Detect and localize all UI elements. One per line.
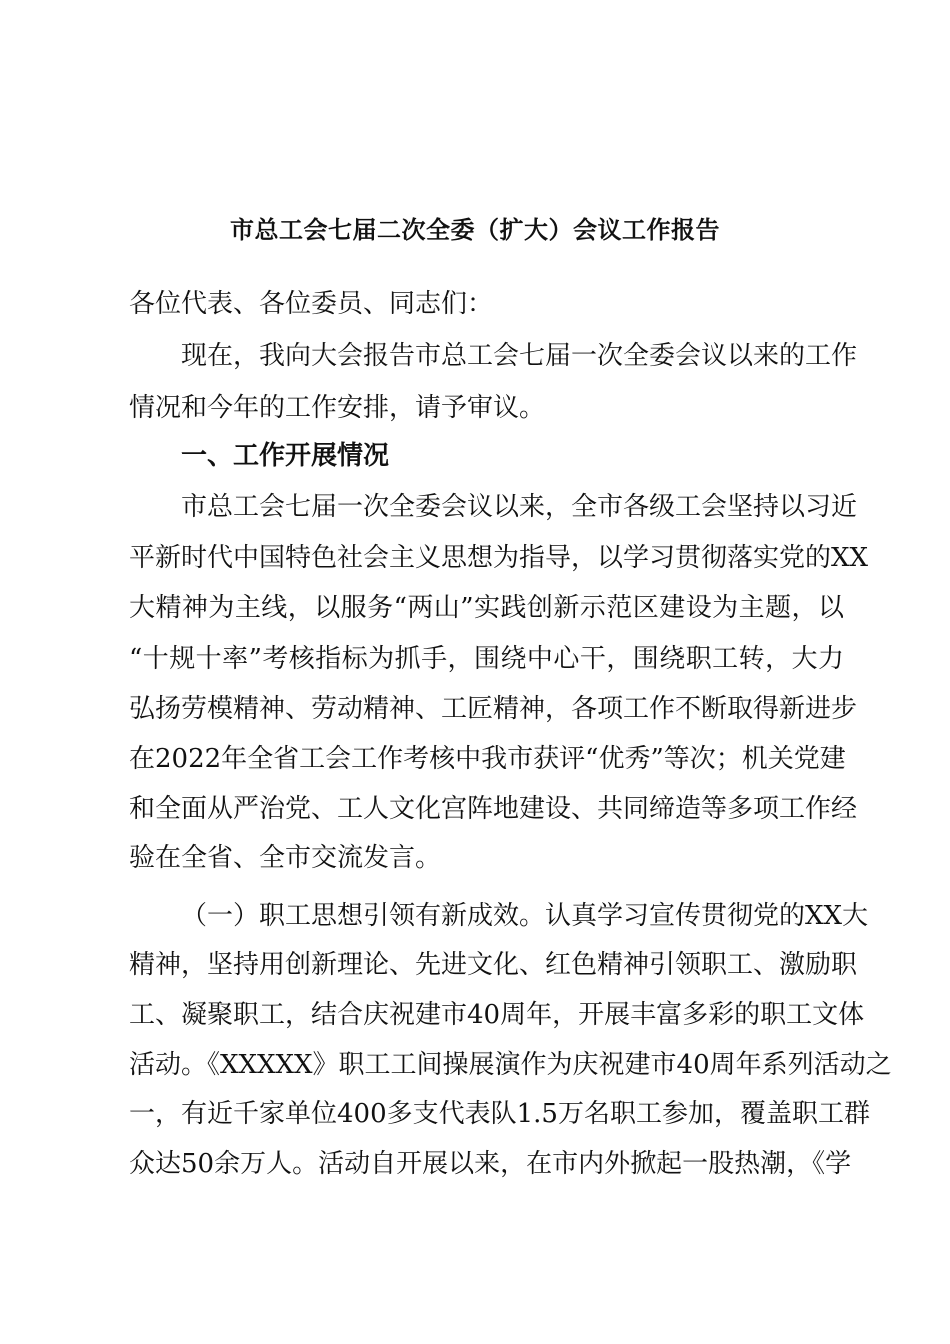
- paragraph-line: 验在全省、全市交流发言。: [129, 843, 442, 873]
- subsection-line: 精神，坚持用创新理论、先进文化、红色精神引领职工、激励职: [129, 950, 858, 980]
- subsection-line: 活动。《XXXXX》职工工间操展演作为庆祝建市40周年系列活动之: [129, 1050, 892, 1080]
- subsection-line: 工、凝聚职工，结合庆祝建市40周年，开展丰富多彩的职工文体: [129, 1000, 865, 1030]
- section-heading: 一、工作开展情况: [181, 441, 390, 471]
- document-title: 市总工会七届二次全委（扩大）会议工作报告: [230, 216, 720, 244]
- subsection-line: 众达50余万人。活动自开展以来，在市内外掀起一股热潮，《学: [129, 1149, 852, 1179]
- paragraph-line: 在2022年全省工会工作考核中我市获评“优秀”等次；机关党建: [129, 744, 846, 774]
- intro-line-2: 情况和今年的工作安排，请予审议。: [129, 393, 546, 423]
- subsection-line: （一）职工思想引领有新成效。认真学习宣传贯彻党的XX大: [181, 901, 869, 931]
- paragraph-line: 平新时代中国特色社会主义思想为指导，以学习贯彻落实党的XX: [129, 543, 869, 573]
- subsection-line: 一，有近千家单位400多支代表队1.5万名职工参加，覆盖职工群: [129, 1099, 870, 1129]
- paragraph-line: 弘扬劳模精神、劳动精神、工匠精神，各项工作不断取得新进步: [129, 694, 858, 724]
- intro-line-1: 现在，我向大会报告市总工会七届一次全委会议以来的工作: [181, 341, 858, 371]
- paragraph-line: 大精神为主线，以服务“两山”实践创新示范区建设为主题，以: [129, 593, 844, 623]
- salutation: 各位代表、各位委员、同志们：: [129, 289, 494, 319]
- paragraph-line: 和全面从严治党、工人文化宫阵地建设、共同缔造等多项工作经: [129, 794, 858, 824]
- paragraph-line: 市总工会七届一次全委会议以来，全市各级工会坚持以习近: [181, 492, 858, 522]
- paragraph-line: “十规十率”考核指标为抓手，围绕中心干，围绕职工转，大力: [129, 644, 844, 674]
